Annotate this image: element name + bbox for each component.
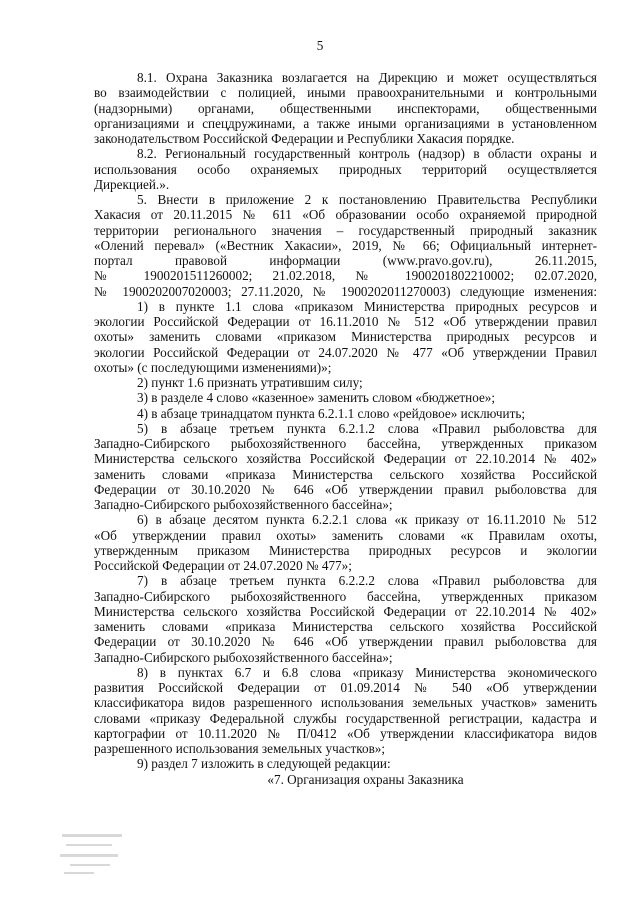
text-line: заменить словами «приказа Министерства сельского хозяйства Российской bbox=[94, 619, 597, 634]
text-line: 8.1. Охрана Заказника возлагается на Дирекцию и может осуществляться bbox=[137, 70, 597, 85]
text-line: 6) в абзаце десятом пункта 6.2.2.1 слова «к приказу от 16.11.2010 № 512 bbox=[137, 512, 597, 528]
text-line: Федерации от 30.10.2020 № 646 «Об утверждении правил рыболовства для bbox=[94, 481, 597, 497]
text-line: (надзорными) органами, общественными инспекторами, общественными bbox=[94, 100, 597, 116]
text-line: 8.2. Региональный государственный контроль (надзор) в области охраны и bbox=[137, 146, 597, 162]
text-line: 3) в разделе 4 слово «казенное» заменить словом «бюджетное»; bbox=[137, 390, 496, 406]
text-line: № 1900202007020003; 27.11.2020, № 1900202011270003) следующие изменения: bbox=[94, 283, 597, 299]
text-line: 9) раздел 7 изложить в следующей редакции: bbox=[137, 756, 391, 772]
text-line: 5. Внести в приложение 2 к постановлению Правительства Республики bbox=[137, 192, 597, 207]
text-line: разрешенного использования земельных участков»; bbox=[94, 741, 386, 756]
text-line: Западно-Сибирского рыбохозяйственного бассейна»; bbox=[94, 649, 393, 665]
text-line: 8) в пунктах 6.7 и 6.8 слова «приказу Министерства экономического bbox=[137, 664, 597, 680]
text-line: 7) в абзаце третьем пункта 6.2.2.2 слова «Правил рыболовства для bbox=[137, 573, 597, 589]
text-line: организациями и спецдружинами, а также иными организациями в установленном bbox=[94, 115, 597, 131]
document-body bbox=[94, 70, 597, 787]
text-line: картографии от 10.11.2020 № П/0412 «Об утверждении классификатора видов bbox=[94, 725, 597, 741]
text-line: «Олений перевал» («Вестник Хакасии», 2019, № 66; Официальный интернет- bbox=[94, 237, 597, 253]
text-line: территории регионального значения – государственный природный заказник bbox=[94, 222, 597, 238]
text-line: Западно-Сибирского рыбохозяйственного бассейна»; bbox=[94, 497, 393, 512]
text-line: экологии Российской Федерации от 16.11.2010 № 512 «Об утверждении правил bbox=[94, 314, 597, 329]
text-line: охоты» заменить словами «приказом Министерства природных ресурсов и bbox=[94, 329, 597, 345]
text-line: 2) пункт 1.6 признать утратившим силу; bbox=[137, 375, 363, 390]
text-line: Дирекцией.». bbox=[94, 176, 170, 192]
text-line: заменить словами «приказа Министерства сельского хозяйства Российской bbox=[94, 466, 597, 482]
text-line: Министерства сельского хозяйства Российской Федерации от 22.10.2014 № 402» bbox=[94, 451, 597, 467]
text-line: законодательством Российской Федерации и Республики Хакасия порядке. bbox=[94, 131, 515, 146]
text-line: № 1900201511260002; 21.02.2018, № 1900201802210002; 02.07.2020, bbox=[94, 268, 597, 284]
text-line: Российской Федерации от 24.07.2020 № 477»; bbox=[94, 558, 352, 573]
text-line: использования особо охраняемых природных территорий осуществляется bbox=[94, 161, 597, 177]
text-line: Министерства сельского хозяйства Российской Федерации от 22.10.2014 № 402» bbox=[94, 603, 597, 619]
text-line: 1) в пункте 1.1 слова «приказом Министерства природных ресурсов и bbox=[137, 298, 597, 314]
text-line: охоты» (с последующими изменениями)»; bbox=[94, 359, 332, 375]
text-line: 4) в абзаце тринадцатом пункта 6.2.1.1 слово «рейдовое» исключить; bbox=[137, 405, 526, 421]
text-line: 5) в абзаце третьем пункта 6.2.1.2 слова «Правил рыболовства для bbox=[137, 420, 597, 436]
text-line: «Об утверждении правил охоты» заменить словами «к Правилам охоты, bbox=[94, 527, 597, 543]
text-line: портал правовой информации (www.pravo.gov.ru), 26.11.2015, bbox=[94, 253, 597, 268]
text-line: Федерации от 30.10.2020 № 646 «Об утверждении правил рыболовства для bbox=[94, 634, 597, 650]
page-number: 5 bbox=[316, 38, 324, 53]
faint-stamp bbox=[60, 830, 140, 878]
text-line: развития Российской Федерации от 01.09.2014 № 540 «Об утверждении bbox=[94, 680, 597, 695]
text-line: во взаимодействии с полицией, иными правоохранительными и контрольными bbox=[94, 85, 597, 101]
text-line: Западно-Сибирского рыбохозяйственного бассейна, утвержденных приказом bbox=[94, 436, 597, 451]
text-line: Западно-Сибирского рыбохозяйственного бассейна, утвержденных приказом bbox=[94, 588, 597, 604]
text-line: Хакасия от 20.11.2015 № 611 «Об образовании особо охраняемой природной bbox=[94, 207, 597, 223]
text-line: экологии Российской Федерации от 24.07.2020 № 477 «Об утверждении Правил bbox=[94, 344, 597, 360]
text-line: утвержденным приказом Министерства природных ресурсов и экологии bbox=[94, 542, 597, 558]
text-line: словами «приказу Федеральной службы государственной регистрации, кадастра и bbox=[94, 710, 597, 726]
text-line: «7. Организация охраны Заказника bbox=[267, 771, 464, 787]
text-line: классификатора видов разрешенного использования земельных участков» заменить bbox=[94, 695, 597, 711]
